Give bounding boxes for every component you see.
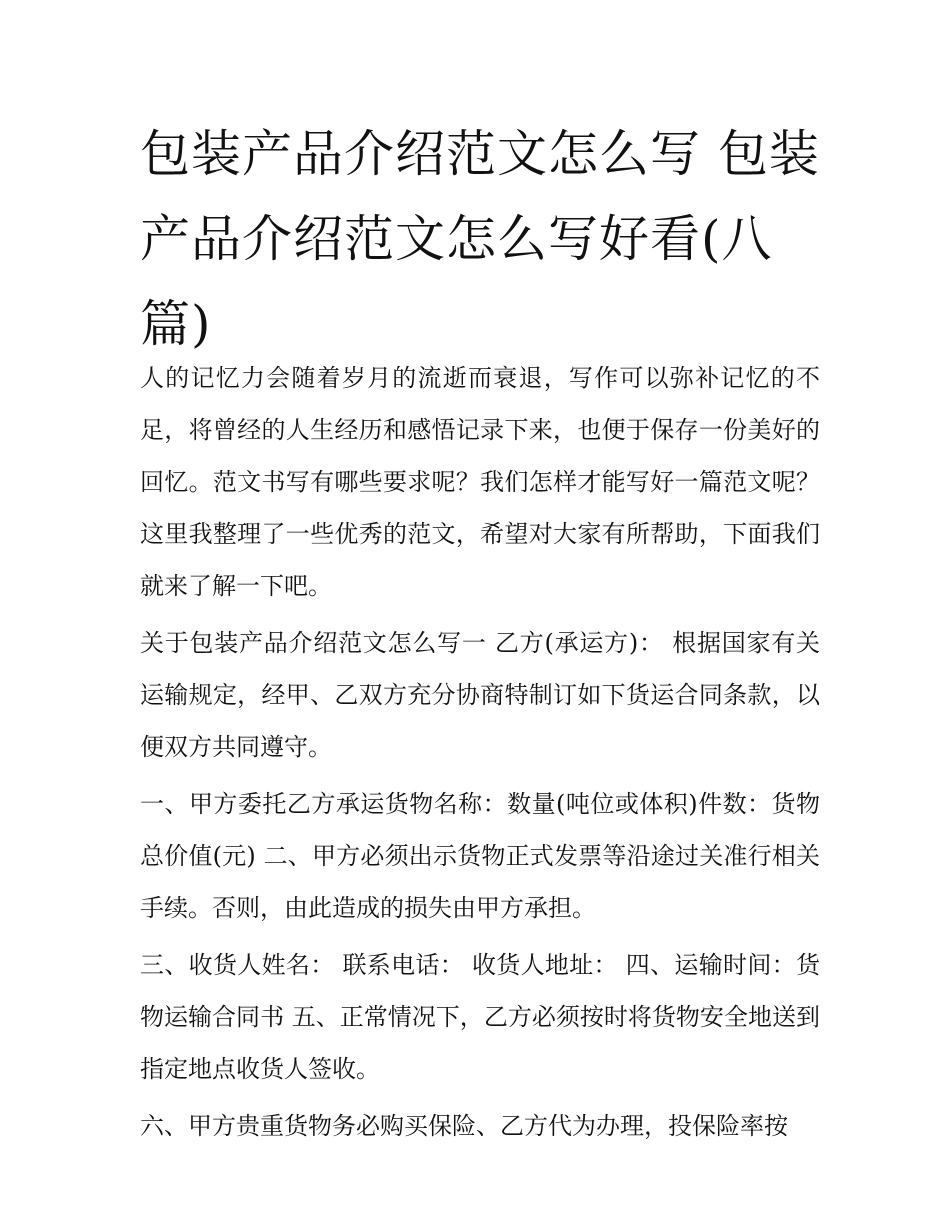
paragraph-intro: 人的记忆力会随着岁月的流逝而衰退，写作可以弥补记忆的不足，将曾经的人生经历和感悟记录下来，也便于保存一份美好的回忆。范文书写有哪些要求呢？我们怎样才能写好一篇范文呢？这里我整理了一些优秀的范文，希望对大家有所帮助，下面我们就来了解一下吧。 — [140, 364, 820, 600]
document-title: 包装产品介绍范文怎么写 包装产品介绍范文怎么写好看(八篇) — [140, 125, 820, 353]
paragraph-clause-six: 六、甲方贵重货物务必购买保险、乙方代为办理，投保险率按 — [140, 1112, 788, 1140]
paragraph-clauses-one-two: 一、甲方委托乙方承运货物名称：数量(吨位或体积)件数：货物总价值(元) 二、甲方必须出示货物正式发票等沿途过关准行相关手续。否则，由此造成的损失由甲方承担。 — [140, 790, 820, 922]
paragraph-section-one: 关于包装产品介绍范文怎么写一 乙方(承运方)： 根据国家有关运输规定，经甲、乙双方充分协商特制订如下货运合同条款，以便双方共同遵守。 — [140, 629, 820, 761]
paragraph-clauses-three-five: 三、收货人姓名： 联系电话： 收货人地址： 四、运输时间：货物运输合同书 五、正常情况下，乙方必须按时将货物安全地送到指定地点收货人签收。 — [140, 951, 820, 1083]
document-body — [140, 352, 820, 1157]
